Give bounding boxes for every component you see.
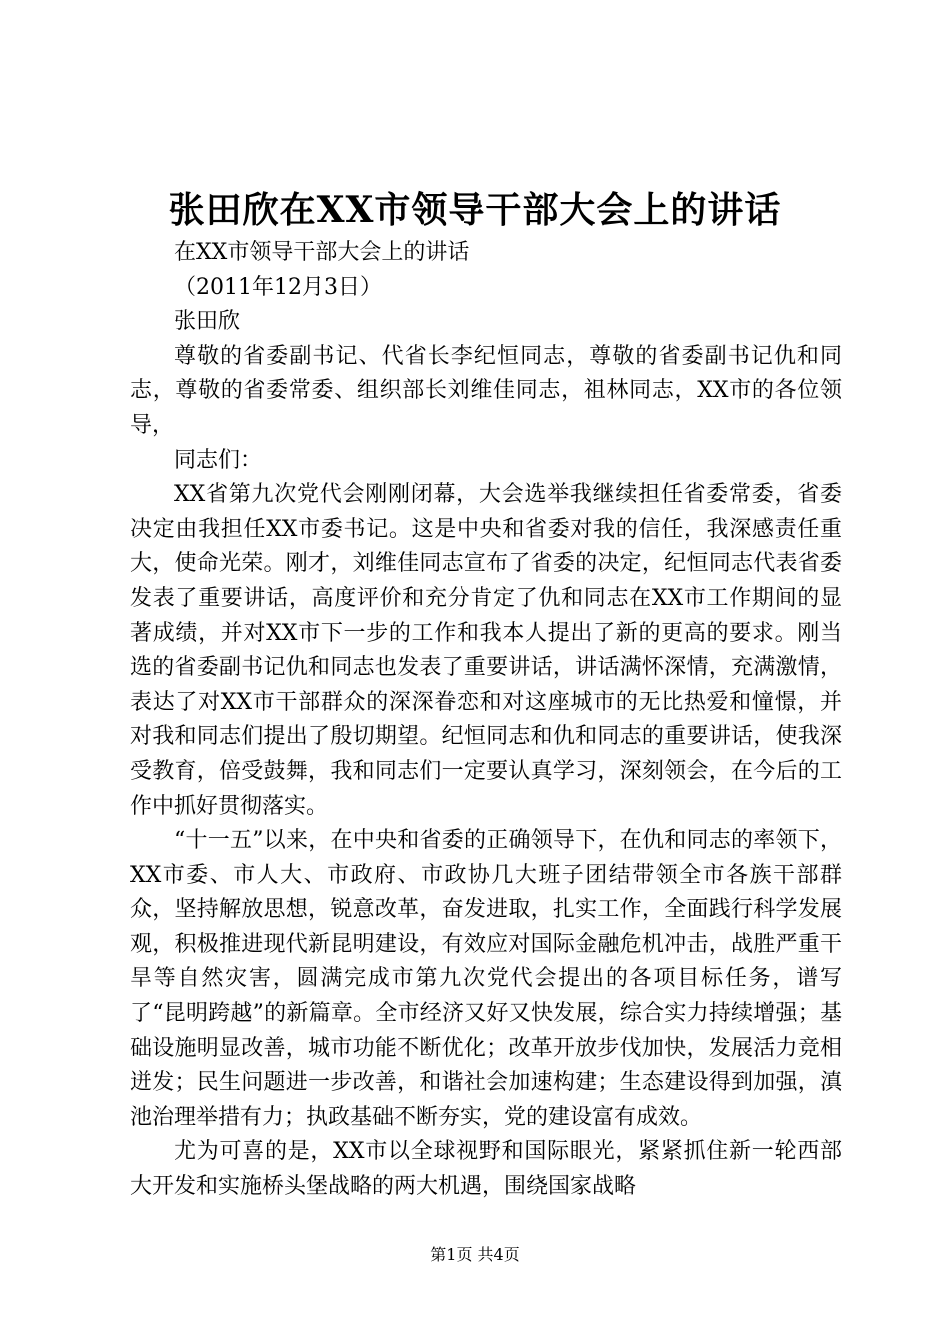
speech-date: （2011年12月3日） bbox=[174, 274, 382, 300]
paragraph-greeting: 同志们： bbox=[174, 447, 263, 473]
document-title: 张田欣在XX市领导干部大会上的讲话 bbox=[168, 189, 782, 231]
paragraph-body: 尤为可喜的是，XX市以全球视野和国际眼光，紧紧抓住新一轮西部大开发和实施桥头堡战略的两大机遇，围绕国家战略 bbox=[130, 1139, 842, 1200]
paragraph-body: “十一五”以来，在中央和省委的正确领导下，在仇和同志的率领下，XX市委、市人大、市政府、市政协几大班子团结带领全市各族干部群众，坚持解放思想，锐意改革，奋发进取，扎实工作，全面践行科学发展观，积极推进现代新昆明建设，有效应对国际金融危机冲击，战胜严重干旱等自然灾害，圆满完成市第九次党代会提出的各项目标任务，谱写了“昆明跨越”的新篇章。全市经济又好又快发展，综合实力持续增强；基础设施明显改善，城市功能不断优化；改革开放步伐加快，发展活力竞相迸发；民生问题进一步改善，和谐社会加速构建；生态建设得到加强，滇池治理举措有力；执政基础不断夯实，党的建设富有成效。 bbox=[130, 828, 842, 1130]
page-footer: 第1页 共4页 bbox=[430, 1245, 520, 1264]
paragraph-body: XX省第九次党代会刚刚闭幕，大会选举我继续担任省委常委，省委决定由我担任XX市委书记。这是中央和省委对我的信任，我深感责任重大，使命光荣。刚才，刘维佳同志宣布了省委的决定，纪恒同志代表省委发表了重要讲话，高度评价和充分肯定了仇和同志在XX市工作期间的显著成绩，并对XX市下一步的工作和我本人提出了新的更高的要求。刚当选的省委副书记仇和同志也发表了重要讲话，讲话满怀深情，充满激情，表达了对XX市干部群众的深深眷恋和对这座城市的无比热爱和憧憬，并对我和同志们提出了殷切期望。纪恒同志和仇和同志的重要讲话，使我深受教育，倍受鼓舞，我和同志们一定要认真学习，深刻领会，在今后的工作中抓好贯彻落实。 bbox=[130, 482, 842, 819]
speech-author: 张田欣 bbox=[174, 309, 241, 335]
speech-subtitle: 在XX市领导干部大会上的讲话 bbox=[174, 240, 470, 265]
document-body bbox=[130, 236, 842, 1205]
paragraph-salutation: 尊敬的省委副书记、代省长李纪恒同志，尊敬的省委副书记仇和同志，尊敬的省委常委、组织部长刘维佳同志，祖林同志，XX市的各位领导， bbox=[130, 343, 842, 438]
